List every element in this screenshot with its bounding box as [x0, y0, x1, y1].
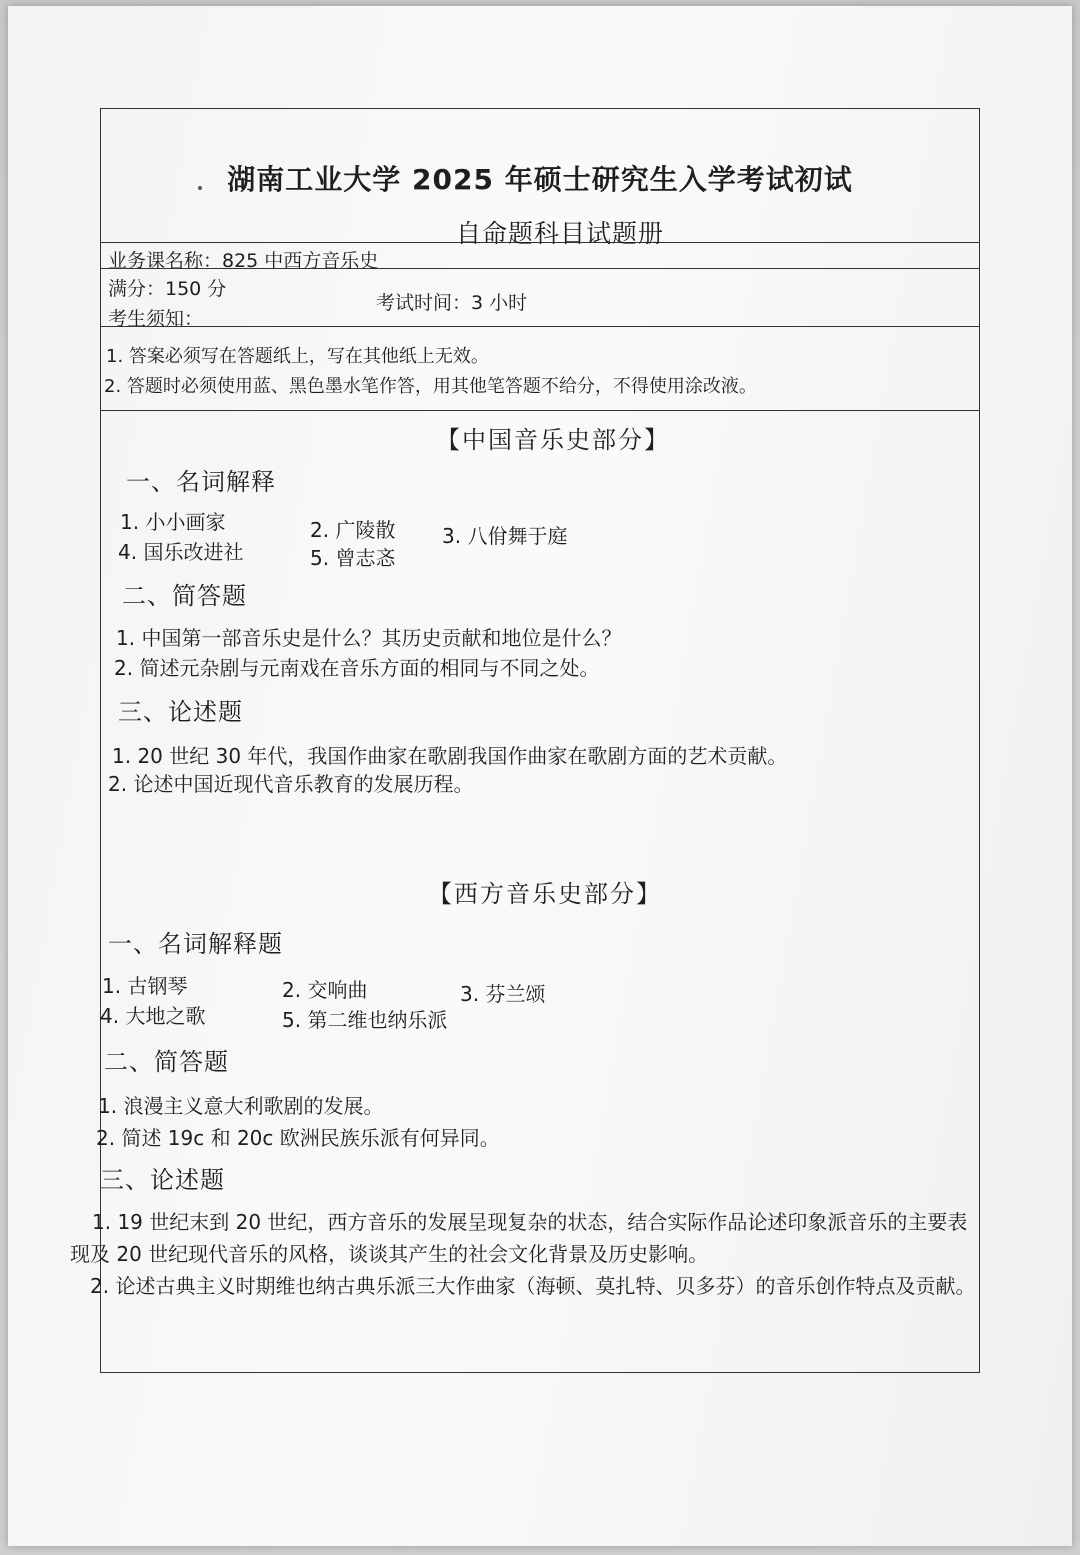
term-item: 1. 小小画家: [120, 510, 226, 534]
term-item: 2. 广陵散: [310, 518, 396, 542]
question-item: 1. 中国第一部音乐史是什么？其历史贡献和地位是什么？: [116, 626, 622, 650]
question-item: 1. 20 世纪 30 年代，我国作曲家在歌剧我国作曲家在歌剧方面的艺术贡献。: [112, 744, 788, 768]
term-item: 4. 国乐改进社: [118, 540, 244, 564]
chinese-s2-heading: 二、简答题: [122, 582, 247, 610]
term-item: 2. 交响曲: [282, 978, 368, 1002]
term-item: 3. 芬兰颂: [460, 982, 546, 1006]
western-s2-heading: 二、简答题: [104, 1048, 229, 1076]
question-item: 1. 19 世纪末到 20 世纪，西方音乐的发展呈现复杂的状态，结合实际作品论述印象派音乐的主要表现及 20 世纪现代音乐的风格，谈谈其产生的社会文化背景及历史影响。: [70, 1210, 968, 1266]
western-s3-heading: 三、论述题: [100, 1166, 225, 1194]
term-item: 3. 八佾舞于庭: [442, 524, 568, 548]
question-item: 1. 浪漫主义意大利歌剧的发展。: [98, 1094, 384, 1118]
question-item: 2. 论述中国近现代音乐教育的发展历程。: [108, 772, 474, 796]
western-section-title: 【西方音乐史部分】: [428, 880, 662, 908]
term-item: 1. 古钢琴: [102, 974, 188, 998]
chinese-s1-heading: 一、名词解释: [126, 468, 276, 496]
question-item: 2. 简述 19c 和 20c 欧洲民族乐派有何异同。: [96, 1126, 500, 1150]
question-item: 2. 简述元杂剧与元南戏在音乐方面的相同与不同之处。: [114, 656, 600, 680]
course-name: 业务课名称：825 中西方音乐史: [108, 250, 379, 272]
divider-line: [100, 326, 980, 327]
term-item: 5. 第二维也纳乐派: [282, 1008, 448, 1032]
chinese-s3-heading: 三、论述题: [118, 698, 243, 726]
note-item: 2. 答题时必须使用蓝、黑色墨水笔作答，用其他笔答题不给分，不得使用涂改液。: [104, 376, 757, 397]
western-s1-heading: 一、名词解释题: [108, 930, 283, 958]
exam-time: 考试时间：3 小时: [376, 292, 528, 314]
exam-title: 湖南工业大学 2025 年硕士研究生入学考试初试: [227, 163, 853, 196]
question-item: 2. 论述古典主义时期维也纳古典乐派三大作曲家（海顿、莫扎特、贝多芬）的音乐创作特点及贡献。: [90, 1274, 976, 1298]
chinese-section-title: 【中国音乐史部分】: [436, 426, 670, 454]
full-score: 满分：150 分: [108, 278, 227, 300]
notes-heading: 考生须知：: [108, 308, 204, 330]
note-item: 1. 答案必须写在答题纸上，写在其他纸上无效。: [106, 346, 489, 367]
term-item: 4. 大地之歌: [100, 1004, 206, 1028]
divider-line: [100, 410, 980, 411]
exam-subtitle: 自命题科目试题册: [455, 219, 664, 248]
term-item: 5. 曾志忞: [310, 546, 396, 570]
